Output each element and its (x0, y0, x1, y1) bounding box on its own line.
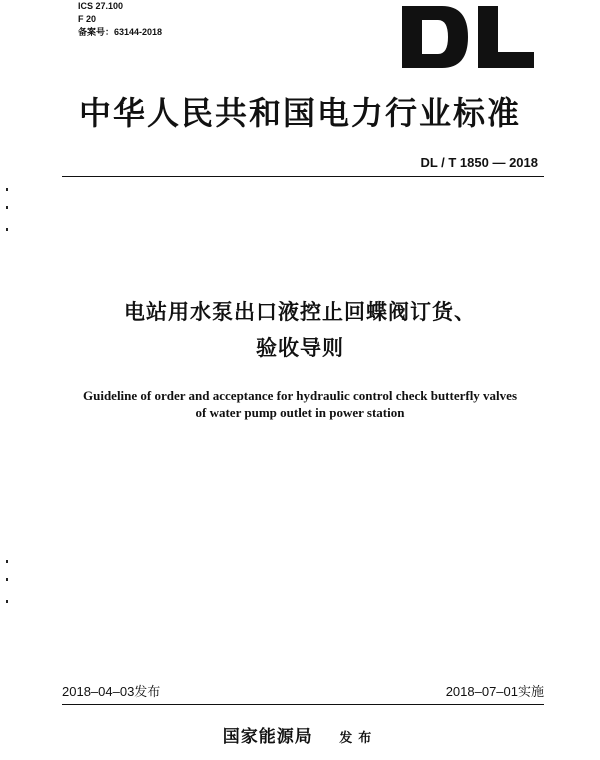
record-number: 备案号：63144-2018 (78, 27, 163, 37)
binding-mark (6, 228, 8, 231)
publisher-action: 发布 (339, 731, 378, 746)
document-title-cn-line1: 电站用水泵出口液控止回蝶阀订货、 (124, 300, 476, 324)
standard-number: DL / T 1850 — 2018 (420, 155, 538, 170)
binding-mark (6, 578, 8, 581)
issue-date: 2018–04–03发布 (62, 684, 161, 699)
binding-mark (6, 560, 8, 563)
implementation-date: 2018–07–01实施 (445, 684, 544, 699)
document-title-cn-line2: 验收导则 (256, 336, 344, 360)
document-title-en-line2: of water pump outlet in power station (195, 405, 405, 420)
publisher-org: 国家能源局 (222, 727, 313, 747)
dl-logo-l (478, 6, 534, 68)
dl-logo (398, 4, 538, 70)
dl-logo-d (402, 6, 468, 68)
binding-mark (6, 206, 8, 209)
document-title-en-line1: Guideline of order and acceptance for hydraulic control check butterfly valves (82, 388, 517, 403)
binding-mark (6, 188, 8, 191)
binding-mark (6, 600, 8, 603)
classification-code: F 20 (78, 14, 97, 24)
header-codes (78, 0, 162, 39)
top-divider (62, 176, 544, 177)
publisher (0, 722, 600, 747)
bottom-divider (62, 704, 544, 705)
ics-code: ICS 27.100 (78, 1, 124, 11)
standard-category-title: 中华人民共和国电力行业标准 (78, 94, 521, 132)
